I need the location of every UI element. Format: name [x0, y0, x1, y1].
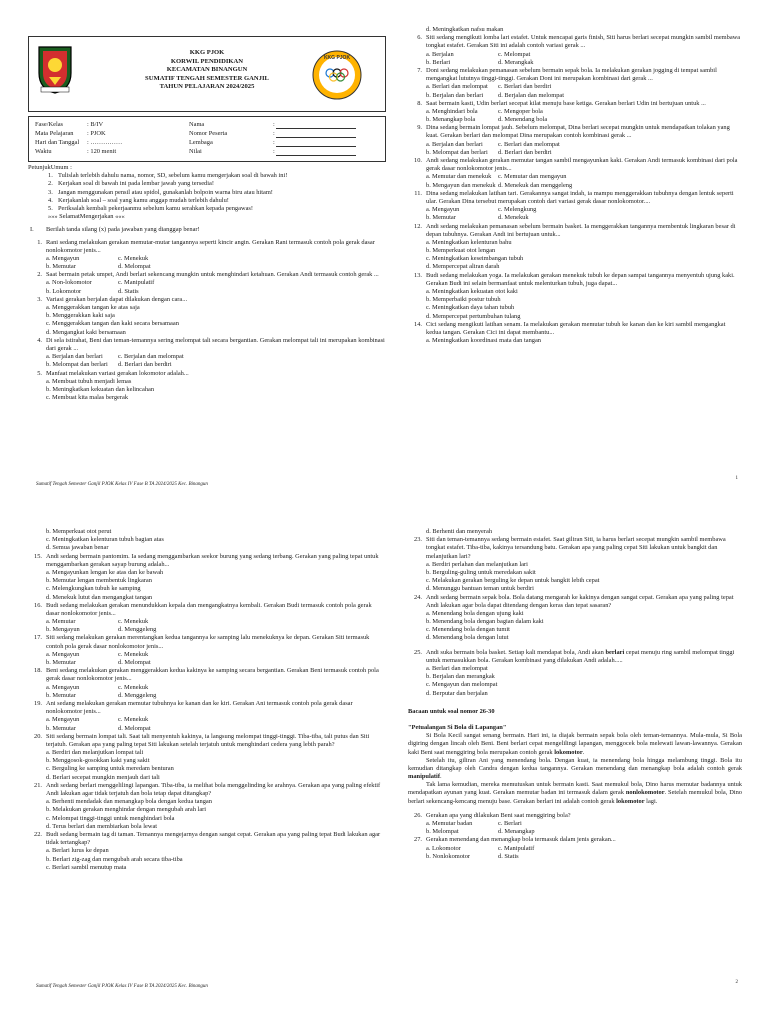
answer-option[interactable]: a. Non-lokomotor	[46, 279, 92, 287]
answer-option[interactable]: c. Membuat kita malas bergerak	[46, 394, 129, 402]
page1-left-column	[28, 36, 386, 496]
answer-option[interactable]: a. Mengayun	[46, 650, 80, 658]
answer-options	[426, 820, 742, 836]
question-item	[408, 272, 742, 321]
question-item	[28, 296, 386, 337]
passage-paragraph: Si Bola Kecil sangat senang bermain. Hari ini, ia diajak bermain sepak bola oleh teman-temannya. Mula-mula, Si Bola digiring dengan lincah oleh Beni. Beni berlari cepat mengelilingi lapangan, menggocek bola melewati lawan-lawannya. Gerakan kaki Beni saat menggiring bola merupakan contoh gerak lokomotor.	[408, 732, 742, 756]
answer-option[interactable]: b. Memperbaiki postur tubuh	[426, 296, 501, 304]
answer-option[interactable]: c. Berjalan dan melompat	[118, 353, 184, 361]
question-text: Budi sedang bermain tag di taman. Temannya mengejarnya dengan sangat cepat. Gerakan apa yang paling tepat Budi lakukan agar tidak tertangkap?	[46, 830, 381, 847]
question-text: Ani sedang melakukan gerakan memutar tubuhnya ke kanan dan ke kiri. Gerakan Ani termasuk contoh pola gerak dasar nonlokomotor jenis...	[46, 699, 353, 716]
question-list	[408, 812, 742, 861]
info-value: : ……………	[87, 139, 123, 146]
question-item	[28, 337, 386, 370]
info-label: Lembaga	[189, 139, 213, 146]
answer-option[interactable]: b. Nonlokomotor	[426, 852, 471, 860]
question-number: 22.	[34, 830, 42, 838]
answer-option[interactable]: a. Lokomotor	[426, 844, 461, 852]
info-label: Nomor Peserta	[189, 130, 228, 137]
question-item	[408, 836, 742, 861]
pemkab-blitar-logo	[35, 43, 75, 95]
kkg-pjok-logo	[311, 49, 363, 101]
question-number: 20.	[34, 732, 42, 740]
answer-option[interactable]: d. Statis	[498, 852, 519, 860]
question-item	[28, 602, 386, 635]
info-label: Waktu	[35, 148, 52, 155]
answer-option[interactable]: d. Merangkak	[498, 58, 534, 66]
answer-option[interactable]: c. Melompat tinggi-tinggi untuk menghindari bola	[46, 814, 175, 822]
question-text: Andi sedang melakukan pemanasan sebelum bermain basket. Ia menggerakkan tangannya membentuk lingkaran besar di depan tubuhnya. Gerakan Andi ini bertujuan untuk...	[426, 222, 736, 238]
answer-option[interactable]: b. Memutar	[46, 263, 76, 271]
question-item	[408, 223, 742, 272]
question-item	[28, 733, 386, 782]
answer-option[interactable]: c. Mengoper bola	[498, 107, 543, 115]
answer-option[interactable]: b. Berjalan dan berlari	[426, 91, 484, 99]
answer-option[interactable]: d. Menggeleng	[118, 691, 157, 699]
question-text: Gerakan menendang dan menangkap bola termasuk dalam jenis gerakan...	[426, 836, 616, 844]
question-text	[426, 649, 742, 665]
answer-option[interactable]: c. Meningkatkan kelenturan tubuh bagian atas	[46, 536, 164, 544]
passage-paragraph	[408, 781, 742, 806]
answer-option[interactable]: a. Mengayun	[46, 716, 80, 724]
question-item	[28, 782, 386, 831]
answer-option[interactable]: a. Memutar badan	[426, 820, 473, 827]
question-number: 25.	[414, 648, 422, 656]
student-info-box	[28, 116, 386, 162]
student-info-right	[189, 121, 356, 157]
answer-options	[426, 83, 742, 99]
answer-options	[426, 108, 742, 124]
answer-option[interactable]: c. Menggerakkan tangan dan kaki secara bersamaan	[46, 320, 179, 328]
answer-option[interactable]: b. Memutar lengan membentuk lingkaran	[46, 577, 152, 585]
header-line: KECAMATAN BINANGUN	[166, 66, 248, 74]
question-item	[28, 239, 386, 272]
question-number: 17.	[34, 634, 42, 642]
answer-option[interactable]: c. Menekuk	[118, 683, 149, 691]
answer-option[interactable]: b. Melompat dan berlari	[46, 361, 108, 369]
question-text: Budi sedang melakukan gerakan menundukkan kepala dan mengangkatnya kembali. Gerakan Budi termasuk contoh pola gerak dasar nonlokomotor jenis...	[46, 601, 372, 617]
answer-option[interactable]: b. Berlari zig-zag dan mengubah arah secara tiba-tiba	[46, 855, 183, 863]
item-number: 4.	[48, 196, 53, 204]
passage-paragraph: Setelah itu, giliran Ani yang menendang bola. Dengan kuat, ia menendang bola hingga melambung tinggi. Bola itu kemudian ditangkap oleh Candra dengan kedua tangannya. Gerakan menendang dan menangkap bola adalah contoh gerak manipulatif.	[408, 756, 742, 781]
answer-option[interactable]: b. Memutar	[426, 214, 456, 222]
answer-option[interactable]: c. Melakukan gerakan berguling ke depan untuk bangkit lebih cepat	[426, 577, 600, 585]
answer-option[interactable]: d. Meningkatkan nafsu makan	[426, 26, 504, 33]
answer-option[interactable]: a. Meningkatkan kelenturan bahu	[426, 238, 512, 246]
answer-option[interactable]: d. Melompat	[118, 724, 151, 732]
answer-option[interactable]: d. Berjalan dan melompat	[498, 91, 565, 99]
answer-options	[426, 141, 742, 157]
question-item	[408, 321, 742, 346]
answer-option[interactable]: b. Menangkap bola	[426, 116, 476, 124]
question-item	[408, 536, 742, 593]
answer-option[interactable]: c. Melengkungkan tubuh ke samping	[46, 585, 141, 593]
answer-option[interactable]: d. Menekuk	[498, 214, 529, 222]
info-value: :	[273, 130, 275, 137]
question-item	[408, 649, 742, 698]
question-text: Saat bermain petak umpet, Andi berlari sekencang mungkin untuk menghindari ketahuan. Gerakan Andi termasuk contoh gerak ...	[46, 271, 379, 279]
answer-options	[46, 651, 386, 667]
question-number: 16.	[34, 601, 42, 609]
answer-option[interactable]: d. Menendang bola	[498, 116, 548, 124]
question-item	[28, 271, 386, 296]
bold-word: berlari	[605, 648, 625, 656]
question-number: 11.	[414, 189, 422, 197]
answer-option[interactable]: d. Berlari secepat mungkin menjauh dari tali	[46, 773, 160, 781]
item-number: 3.	[48, 188, 53, 196]
answer-option[interactable]: d. Terus berlari dan membiarkan bola lewat	[46, 822, 158, 830]
header-line: KORWIL PENDIDIKAN	[170, 57, 244, 65]
answer-option[interactable]: d. Semua jawaban benar	[46, 544, 109, 552]
question-text: Cici sedang mengikuti latihan senam. Ia melakukan gerakan memutar tubuh ke kanan dan ke kiri sambil mengangkat kedua tangan. Gerakan Cici ini dapat membantu...	[426, 320, 726, 336]
passage-text: Tak lama kemudian, mereka memutuskan untuk bermain kasti. Saat memukul bola, Dino harus memutar badannya untuk mendapatkan ayunan yang kuat. Gerakan memutar badan ini termasuk dalam gerak	[408, 781, 742, 797]
answer-option[interactable]: d. Mempercepat aliran darah	[426, 263, 500, 271]
question-item	[408, 812, 742, 837]
question-number: 5.	[37, 369, 42, 377]
answer-option[interactable]: a. Menghindari bola	[426, 107, 478, 115]
answer-option[interactable]: b. Mengayun dan menekuk	[426, 181, 496, 189]
answer-option[interactable]: d. Menekuk lutut dan mengangkat tangan	[46, 593, 153, 601]
info-label: Nilai	[189, 148, 202, 155]
page2-left-column	[28, 528, 386, 998]
answer-option[interactable]: c. Berlari dan melompat	[498, 140, 560, 148]
question-text: Manfaat melakukan variasi gerakan lokomotor adalah...	[46, 369, 189, 377]
header-line: TAHUN PELAJARAN 2024/2025	[159, 83, 255, 91]
answer-option[interactable]: c. Menekuk	[118, 254, 149, 262]
question-item	[408, 100, 742, 125]
passage-text: Setelah itu, giliran Ani yang menendang bola. Dengan kuat, ia menendang bola hingga melambung tinggi. Bola itu kemudian ditangkap oleh Candra dengan kedua tangannya. Gerakan menendang dan menangkap bola adalah contoh gerak	[408, 756, 742, 772]
answer-option[interactable]: c. Memutar dan mengayun	[498, 173, 567, 181]
answer-option[interactable]: c. Meningkatkan daya tahan tubuh	[426, 304, 515, 312]
instruction-item: Tulislah terlebih dahulu nama, nomor, SD, sebelum kamu mengerjakan soal di bawah ini!	[58, 172, 288, 180]
closing-text: »»» SelamatMengerjakan «««	[48, 213, 125, 221]
info-value: :	[273, 121, 275, 128]
info-label: Nama	[189, 121, 205, 128]
question-number: 23.	[414, 536, 422, 544]
question-number: 1.	[37, 238, 42, 246]
answer-option[interactable]: b. Melompat	[426, 828, 459, 836]
question-text: Siti sedang mengikuti lomba lari estafet. Untuk mencapai garis finish, Siti harus berlari secepat mungkin sambil membawa tongkat estafet. Gerakan Siti ini adalah contoh variasi gerak ...	[426, 34, 741, 50]
answer-options	[426, 845, 742, 861]
question-text: Doni sedang melakukan pemanasan sebelum bermain sepak bola. Ia melakukan gerakan jogging di tempat sambil mengangkat lututnya tinggi-tinggi. Gerakan Doni ini merupakan kombinasi dari gerak ...	[426, 66, 717, 83]
answer-option[interactable]: a. Berjalan dan berlari	[46, 353, 103, 361]
answer-option[interactable]: d. Statis	[118, 287, 139, 295]
question-list	[408, 34, 742, 345]
bold-word: nonlokomotor	[625, 789, 665, 797]
bold-word: manipulatif	[408, 773, 440, 781]
answer-option[interactable]: b. Menggosok-gosokkan kaki yang sakit	[46, 757, 150, 765]
question-list	[28, 239, 386, 403]
page-footer: Sumatif Tengah Semester Ganjil PJOK Kelas IV Fase B TA 2024/2025 Kec. Binangun	[36, 984, 208, 989]
logo-text: KKG PJOK	[323, 55, 351, 61]
answer-option[interactable]: a. Berjalan dan berlari	[426, 140, 483, 148]
info-value: :	[273, 148, 275, 155]
answer-option[interactable]: c. Menekuk	[118, 650, 149, 658]
info-value: :	[273, 139, 275, 146]
question-text: Andi sedang berlari menggelilingi lapangan. Tiba-tiba, ia melihat bola menggelinding ke arahnya. Gerakan apa yang paling efektif Andi lakukan agar tidak terjatuh dan bola tetap dapat ditangkap?	[46, 781, 381, 797]
question-text: Andi sedang bermain pantomim. Ia sedang menggambarkan seekor burung yang sedang terbang. Gerakan yang paling tepat untuk menggambarkan gerakan sayap burung adalah...	[46, 552, 379, 568]
answer-option[interactable]: c. Berlari sambil menutup mata	[46, 863, 127, 871]
answer-options	[46, 684, 386, 700]
answer-option[interactable]: d. Berlari dan berdiri	[498, 148, 552, 156]
question-text: Dina sedang melakukan latihan tari. Gerakannya sangat indah, ia mampu menggerakkan tubuhnya dengan lentuk seperti ular. Gerakan Dina tersebut merupakan contoh dari variasi gerak dasar nonlokomotor....	[426, 189, 734, 205]
info-value: : B/IV	[87, 121, 104, 128]
item-number: 2.	[48, 180, 53, 188]
question-text: Siti sedang melakukan gerakan merentangkan kedua tangannya ke samping lalu menekuknya ke depan. Gerakan Siti termasuk contoh pola gerak dasar nonlokomotor jenis...	[46, 634, 370, 650]
answer-option[interactable]: c. Berlari	[498, 820, 522, 827]
answer-option[interactable]: a. Meningkatkan kekuatan otot kaki	[426, 288, 518, 295]
answer-option[interactable]: b. Berlari	[426, 58, 451, 66]
answer-option[interactable]: b. Berguling-guling untuk meredakan sakit	[426, 568, 536, 576]
answer-option[interactable]: a. Memutar	[46, 618, 76, 626]
answer-option[interactable]: c. Melengkung	[498, 206, 537, 214]
instruction-item: Kerjakanlah soal – soal yang kamu anggap mudah terlebih dahulu!	[58, 196, 229, 204]
answer-option[interactable]: a. Berlari dan melompat	[426, 83, 488, 91]
question-number: 7.	[417, 66, 422, 74]
answer-option[interactable]: c. Berguling ke samping untuk meredam benturan	[46, 765, 174, 773]
instruction-item: Periksalah kembali pekerjaanmu sebelum kamu serahkan kepada pengawas!	[58, 204, 254, 212]
answer-option[interactable]: b. Melompat dan berlari	[426, 148, 488, 156]
header-line: KKG PJOK	[189, 49, 225, 56]
question-item	[408, 157, 742, 190]
answer-option[interactable]: d. Melompat	[118, 263, 151, 271]
answer-option[interactable]: a. Berjalan	[426, 50, 454, 58]
answer-option[interactable]: c. Menendang bola dengan tumit	[426, 626, 510, 634]
answer-option[interactable]: a. Berdiri dan melanjutkan lompat tali	[46, 749, 144, 757]
header-title-block	[99, 49, 315, 92]
answer-option[interactable]: c. Mengayun dan melompat	[426, 681, 498, 689]
question-text: Andi sedang melakukan gerakan memutar tangan sambil mengayunkan kaki. Gerakan Andi termasuk kombinasi dari pola gerak dasar nonlokomotor jenis...	[426, 157, 738, 173]
answer-option[interactable]: a. Mengayun	[46, 254, 80, 262]
instruction-item: Kerjakan soal di bawah ini pada lembar jawab yang tersedia!	[58, 180, 214, 188]
answer-options	[46, 618, 386, 634]
info-label: Mata Pelajaran	[35, 130, 74, 137]
answer-option[interactable]: a. Membuat tubuh menjadi lemas	[46, 377, 132, 385]
answer-option[interactable]: c. Manipulatif	[498, 844, 535, 852]
question-item	[28, 370, 386, 403]
answer-option[interactable]: b. Menendang bola dengan bagian dalam kaki	[426, 618, 544, 626]
answer-options	[426, 51, 742, 67]
question-text: Saat bermain kasti, Udin berlari secepat kilat menuju base ketiga. Gerakan berlari Udin ini bertujuan untuk ...	[426, 99, 706, 107]
question-text: Gerakan apa yang dilakukan Beni saat menggiring bola?	[426, 811, 571, 819]
section-heading	[30, 226, 386, 234]
question-number: 19.	[34, 699, 42, 707]
answer-option[interactable]: a. Menendang bola dengan ujung kaki	[426, 609, 524, 617]
answer-option[interactable]: b. Memutar	[46, 691, 76, 699]
answer-option[interactable]: b. Mengayun	[46, 626, 80, 634]
page1-right-column	[408, 26, 742, 486]
bold-word: lokomotor	[616, 797, 645, 805]
page-number: 1	[735, 476, 738, 481]
question-text: Beni sedang melakukan gerakan menggerakkan kedua kakinya ke samping secara bergantian. Gerakan Beni termasuk contoh pola gerak dasar nonlokomotor jenis...	[46, 667, 379, 683]
answer-option[interactable]: a. Berdiri perlahan dan melanjutkan lari	[426, 560, 528, 568]
info-label: Fase/Kelas	[35, 121, 64, 128]
answer-options	[46, 255, 386, 271]
answer-option[interactable]: d. Melompat	[118, 659, 151, 666]
score-blank[interactable]	[276, 150, 356, 156]
answer-option[interactable]: a. Menggerakkan tangan ke atas saja	[46, 304, 140, 311]
question-number: 4.	[37, 336, 42, 344]
answer-option[interactable]: c. Meningkatkan keseimbangan tubuh	[426, 255, 524, 263]
passage-text: lagi.	[646, 797, 658, 805]
question-number: 24.	[414, 593, 422, 601]
answer-option[interactable]: d. Menangkap	[498, 828, 535, 836]
answer-option[interactable]: b. Memutar	[46, 724, 76, 732]
page-number: 2	[735, 980, 738, 985]
instructions-title: PetunjukUmum :	[28, 164, 72, 171]
answer-option[interactable]: d. Menunggu bantuan teman untuk berdiri	[426, 585, 534, 593]
item-number: 5.	[48, 204, 53, 212]
question-number: 6.	[417, 34, 422, 42]
question-number: 14.	[414, 320, 422, 328]
answer-options	[46, 353, 386, 369]
question-text-part: cepat menuju ring sambil melompat tinggi untuk memasukkan bola. Gerakan kombinasi yang dilakukan Andi adalah.....	[426, 648, 735, 664]
header-line: SUMATIF TENGAH SEMESTER GANJIL	[145, 74, 269, 82]
question-text: Andi sedang bermain sepak bola. Bola datang mengarah ke kakinya dengan sangat cepat. Gerakan apa yang paling tepat Andi lakukan agar bola dapat ditendang dengan keras dan tepat sasaran?	[426, 593, 734, 609]
answer-options	[46, 716, 386, 732]
answer-option[interactable]: d. Mempercepat pertumbuhan tulang	[426, 312, 521, 320]
question-list	[408, 536, 742, 642]
answer-option[interactable]: d. Berlari dan berdiri	[118, 361, 172, 369]
page-footer: Sumatif Tengah Semester Ganjil PJOK Kelas IV Fase B TA 2024/2025 Kec. Binangun	[36, 482, 208, 487]
answer-option[interactable]: a. Mengayun	[426, 206, 460, 214]
question-text-part: Andi suka bermain bola basket. Setiap kali mendapat bola, Andi akan	[426, 648, 606, 656]
question-text: Di sela istirahat, Beni dan teman-temannya sering melompat tali secara bergantian. Gerakan melompat tali ini merupakan kombinasi dari gerak ...	[46, 336, 385, 352]
answer-option[interactable]: c. Melompat	[498, 50, 531, 58]
answer-option[interactable]: b. Melakukan gerakan menghindar dengan mengubah arah lari	[46, 806, 207, 814]
question-number: 26.	[414, 811, 422, 819]
passage-text: Si Bola Kecil sangat senang bermain. Hari ini, ia diajak bermain sepak bola oleh teman-temannya. Mula-mula, Si Bola digiring dengan lincah oleh Beni. Beni berlari cepat mengelilingi lapangan, menggocek bola melewati lawan-lawannya. Gerakan kaki Beni saat menggiring bola merupakan contoh gerak	[408, 732, 742, 756]
answer-option[interactable]: b. Berjalan dan merangkak	[426, 673, 495, 681]
bold-word: lokomotor	[554, 748, 583, 756]
question-text: Variasi gerakan berjalan dapat dilakukan dengan cara...	[46, 295, 188, 303]
question-item	[28, 667, 386, 700]
answer-option[interactable]: b. Memutar	[46, 659, 76, 666]
answer-option[interactable]: d. Mengangkat kaki bersamaan	[46, 328, 126, 336]
exam-info-left	[35, 121, 122, 157]
instruction-item: Jangan menggunakan pensil atau spidol, gunakanlah bolpoin warna biru atau hitam!	[58, 188, 273, 196]
reading-passage	[408, 708, 742, 806]
question-number: 15.	[34, 552, 42, 560]
question-number: 9.	[417, 124, 422, 132]
section-instruction: Berilah tanda silang (x) pada jawaban yang dianggap benar!	[46, 226, 200, 234]
question-item	[28, 553, 386, 602]
info-value: : 120 menit	[87, 148, 117, 155]
question-number: 12.	[414, 222, 422, 230]
answer-option[interactable]: b. Memperkuat otot lengan	[426, 247, 496, 255]
answer-option[interactable]: a. Mengayunkan lengan ke atas dan ke bawah	[46, 568, 164, 576]
answer-option[interactable]: a. Berlari lurus ke depan	[46, 847, 109, 855]
question-text: Siti sedang bermain lompat tali. Saat tali menyentuh kakinya, ia langsung melompat tinggi-tinggi. Tiba-tiba, tali putus dan Siti terjatuh. Gerakan apa yang paling tepat Siti lakukan setelah terjatuh untuk menghindari cedera yang lebih parah?	[46, 732, 370, 748]
answer-option[interactable]: d. Menggeleng	[118, 626, 157, 634]
answer-option[interactable]: d. Menendang bola dengan lutut	[426, 634, 509, 642]
answer-option[interactable]: d. Berhenti dan menyerah	[426, 528, 493, 535]
question-text: Rani sedang melakukan gerakan memutar-mutar tangannya seperti kincir angin. Gerakan Rani termasuk contoh pola gerak dasar nonlokomotor jenis...	[46, 238, 375, 254]
question-item	[28, 634, 386, 667]
answer-option[interactable]: b. Meningkatkan kekuatan dan kelincahan	[46, 385, 155, 393]
passage-title: "Petualangan Si Bola di Lapangan"	[408, 723, 507, 731]
page2-right-column	[408, 528, 742, 998]
question-item	[408, 594, 742, 643]
item-number: 1.	[48, 172, 53, 180]
school-blank[interactable]	[276, 141, 356, 147]
answer-option[interactable]: c. Berlari dan berdiri	[498, 83, 552, 91]
question-number: 10.	[414, 157, 422, 164]
question-text: Siti dan teman-temannya sedang bermain estafet. Saat giliran Siti, ia harus berlari secepat mungkin sambil membawa tongkat estafet. Tiba-tiba, kakinya tersandung batu. Gerakan apa yang paling cepat Siti lakukan untuk bangkit dan melanjutkan lari?	[426, 536, 726, 560]
info-label: Hari dan Tanggal	[35, 139, 80, 146]
number-blank[interactable]	[276, 132, 356, 138]
answer-option[interactable]: a. Meningkatkan koordinasi mata dan tangan	[426, 337, 541, 345]
answer-options	[426, 173, 742, 189]
instructions	[28, 164, 386, 221]
answer-option[interactable]: d. Menekuk dan menggeleng	[498, 181, 573, 189]
question-number: 18.	[34, 667, 42, 675]
answer-options	[46, 279, 386, 295]
answer-option[interactable]: b. Lokomotor	[46, 287, 82, 295]
answer-option[interactable]: c. Manipulatif	[118, 279, 155, 287]
answer-option[interactable]: c. Menekuk	[118, 618, 149, 626]
question-item	[408, 34, 742, 67]
name-blank[interactable]	[276, 123, 356, 129]
question-number: 2.	[37, 271, 42, 279]
question-item	[28, 831, 386, 872]
answer-options	[426, 206, 742, 222]
answer-option[interactable]: a. Berlari dan melompat	[426, 665, 488, 672]
question-number: 13.	[414, 271, 422, 279]
exam-header	[28, 36, 386, 112]
info-value: : PJOK	[87, 130, 106, 137]
passage-heading: Bacaan untuk soal nomor 26-30	[408, 707, 495, 715]
question-text: Dina sedang bermain lompat jauh. Sebelum melompat, Dina berlari secepat mungkin untuk mendapatkan tolakan yang kuat. Gerakan berlari dan melompat Dina merupakan contoh kombinasi gerak ...	[426, 124, 730, 140]
question-number: 8.	[417, 99, 422, 107]
answer-option[interactable]: b. Menggerakkan kaki saja	[46, 312, 115, 320]
answer-option[interactable]: b. Memperkuat otot perut	[46, 528, 112, 535]
question-item	[408, 190, 742, 223]
answer-option[interactable]: a. Berhenti mendadak dan menangkap bola dengan kedua tangan	[46, 798, 212, 806]
question-number: 21.	[34, 781, 42, 789]
answer-option[interactable]: a. Mengayun	[46, 683, 80, 691]
section-number: I.	[30, 226, 34, 234]
question-number: 3.	[37, 295, 42, 303]
passage-text: . Setelah memukul bola, Dino berlari sekencang-kencang menuju base. Gerakan berlari ini adalah contoh gerak	[408, 789, 742, 805]
question-item	[408, 67, 742, 100]
answer-option[interactable]: c. Menekuk	[118, 716, 149, 724]
question-text: Budi sedang melakukan yoga. Ia melakukan gerakan menekuk tubuh ke depan sampai tangannya menyentuh ujung kaki. Gerakan Budi ini selain bermanfaat untuk melenturkan tubuh, juga dapat...	[426, 271, 735, 287]
answer-option[interactable]: d. Berputar dan berjalan	[426, 689, 488, 697]
question-item	[28, 700, 386, 733]
answer-option[interactable]: a. Memutar dan menekuk	[426, 173, 492, 181]
question-item	[408, 124, 742, 157]
question-list	[28, 553, 386, 872]
question-number: 27.	[414, 836, 422, 844]
